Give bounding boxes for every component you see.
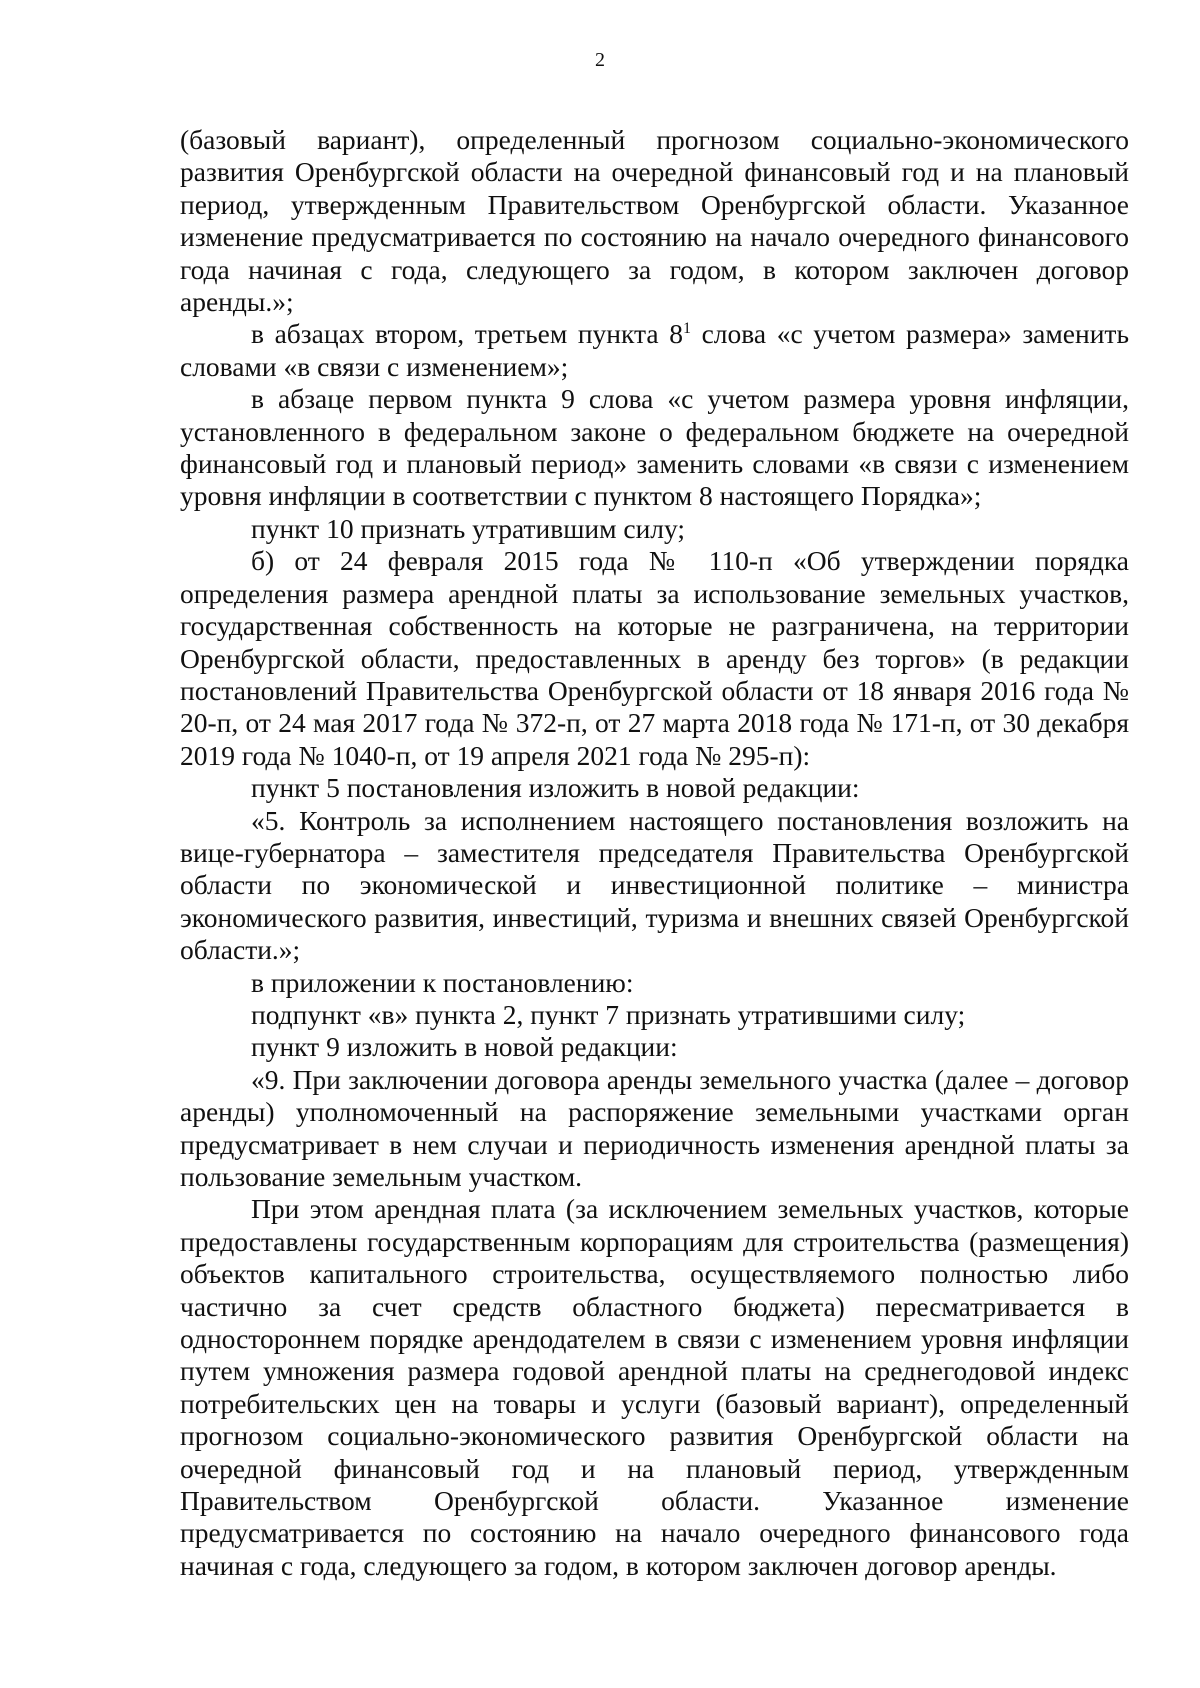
paragraph: «9. При заключении договора аренды земельного участка (далее – договор аренды) уполномоченный на распоряжение земельными участками орган предусматривает в нем случаи и периодичность изменения арендной платы за пользование земельным участком. — [180, 1063, 1129, 1192]
paragraph: в абзаце первом пункта 9 слова «с учетом размера уровня инфляции, установленного в федеральном законе о федеральном бюджете на очередной финансовый год и плановый период» заменить словами «в связи с изменением уровня инфляции в соответствии с пунктом 8 настоящего Порядка»; — [180, 383, 1129, 512]
paragraph: При этом арендная плата (за исключением земельных участков, которые предоставлены государственным корпорациям для строительства (размещения) объектов капитального строительства, осуществляемого полностью либо частично за счет средств областного бюджета) пересматривается в одностороннем порядке арендодателем в связи с изменением уровня инфляции путем умножения размера годовой арендной платы на среднегодовой индекс потребительских цен на товары и услуги (базовый вариант), определенный прогнозом социально-экономического развития Оренбургской области на очередной финансовый год и на плановый период, утвержденным Правительством Оренбургской области. Указанное изменение предусматривается по состоянию на начало очередного финансового года начиная с года, следующего за годом, в котором заключен договор аренды. — [180, 1193, 1129, 1581]
paragraph: пункт 5 постановления изложить в новой редакции: — [251, 772, 860, 804]
paragraph: пункт 9 изложить в новой редакции: — [251, 1031, 678, 1063]
superscript: 1 — [682, 320, 691, 338]
document-body — [180, 124, 1129, 1582]
page-number: 2 — [595, 49, 605, 71]
paragraph: (базовый вариант), определенный прогнозом социально-экономического развития Оренбургской области на очередной финансовый год и на плановый период, утвержденным Правительством Оренбургской области. Указанное изменение предусматривается по состоянию на начало очередного финансового года начиная с года, следующего за годом, в котором заключен договор аренды.»; — [180, 124, 1129, 318]
paragraph-text: слова «с учетом размера» заменить словами «в связи с изменением»; — [180, 318, 1129, 382]
paragraph-text: в абзацах втором, третьем пункта 8 — [251, 318, 683, 350]
paragraph: «5. Контроль за исполнением настоящего постановления возложить на вице-губернатора – заместителя председателя Правительства Оренбургской области по экономической и инвестиционной политике – министра экономического развития, инвестиций, туризма и внешних связей Оренбургской области.»; — [180, 804, 1129, 966]
paragraph: пункт 10 признать утратившим силу; — [251, 512, 686, 544]
paragraph: в приложении к постановлению: — [251, 966, 634, 998]
paragraph: подпункт «в» пункта 2, пункт 7 признать утратившими силу; — [251, 998, 966, 1030]
paragraph: б) от 24 февраля 2015 года № 110-п «Об утверждении порядка определения размера арендной платы за использование земельных участков, государственная собственность на которые не разграничена, на территории Оренбургской области, предоставленных в аренду без торгов» (в редакции постановлений Правительства Оренбургской области от 18 января 2016 года № 20-п, от 24 мая 2017 года № 372-п, от 27 марта 2018 года № 171-п, от 30 декабря 2019 года № 1040-п, от 19 апреля 2021 года № 295-п): — [180, 545, 1129, 771]
paragraph — [180, 318, 1129, 383]
